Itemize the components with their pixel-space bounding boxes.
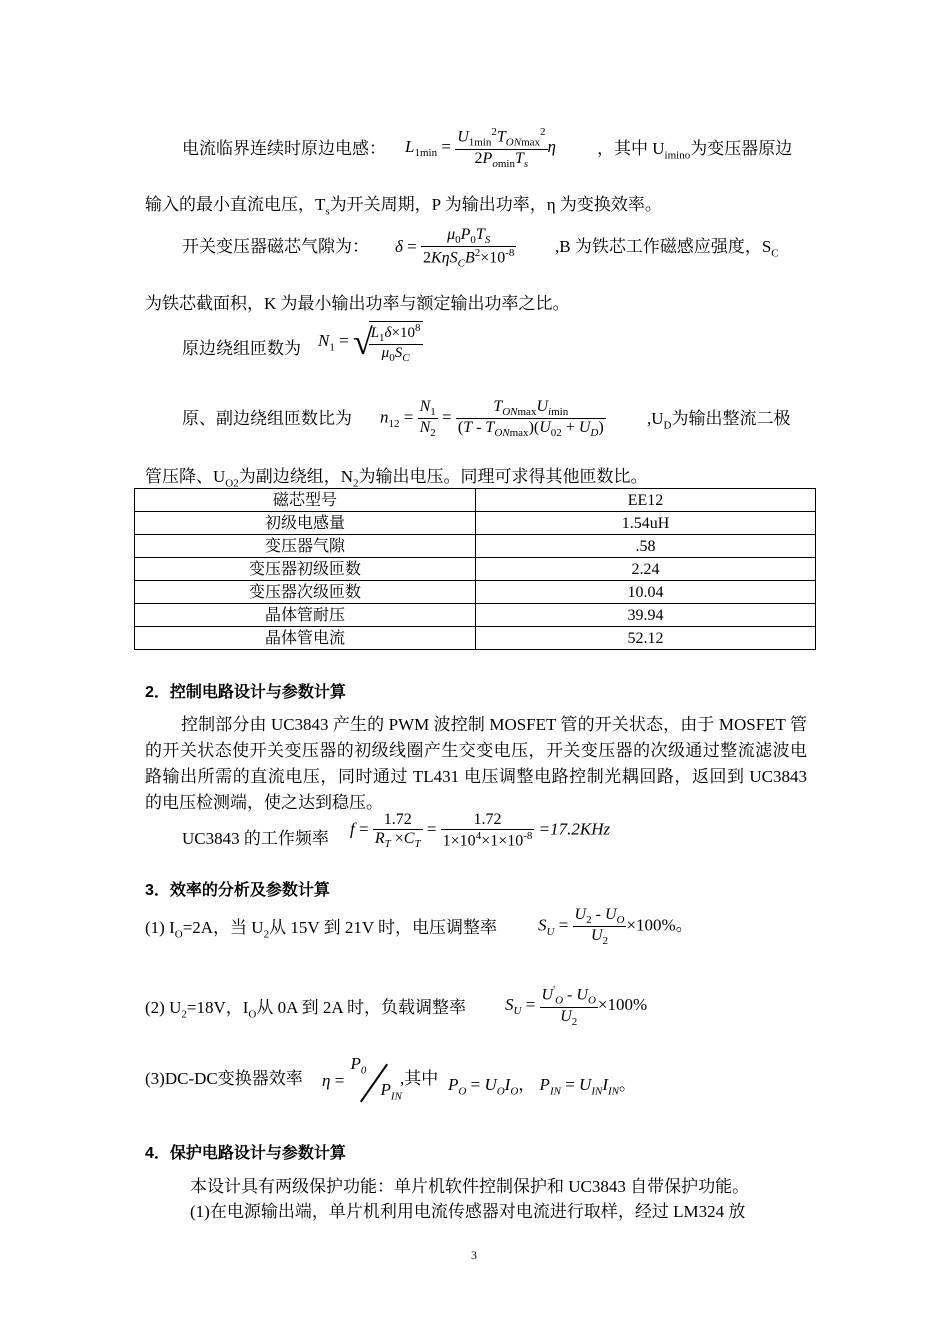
section-heading: 4．保护电路设计与参数计算: [145, 1145, 346, 1162]
efficiency-tail: [400, 1068, 438, 1090]
table-cell: 晶体管耐压: [135, 604, 476, 627]
line-frequency: [182, 828, 329, 850]
text-segment: ,U: [647, 409, 664, 428]
text-segment: 为变压器原边: [690, 139, 793, 158]
text-segment: 为副边绕组，N: [238, 467, 354, 486]
subscript: O: [174, 928, 183, 941]
section-heading: 2．控制电路设计与参数计算: [145, 684, 346, 701]
parameter-table: [134, 488, 816, 650]
table-cell: 晶体管电流: [135, 627, 476, 650]
text-segment: UC3843 的工作频率: [182, 829, 329, 848]
formula-l1min: $L_{1min}$ = $\frac{U_{1min}^2T_{ONmax}^2}{2P_{omin}T_s}$ η: [405, 126, 556, 170]
formula-n1: $N_1$ = √ $\frac{L_1\delta\times 10^8}{\mu_0S_C}$: [318, 321, 421, 364]
line-primary-inductance: [182, 138, 386, 160]
line1-tail: [597, 138, 792, 166]
text-segment: ，其中 U: [597, 139, 665, 158]
table-row: [135, 581, 816, 604]
table-cell: 磁芯型号: [135, 489, 476, 512]
text-segment: 开关变压器磁芯气隙为：: [182, 237, 369, 256]
text-segment: 输入的最小直流电压，T: [145, 195, 326, 214]
text-segment: ×100%: [597, 994, 648, 1014]
subscript: O: [248, 1008, 257, 1021]
item-voltage-regulation: [145, 917, 497, 945]
formula-efficiency: η = $P_0$ $P_{IN}$: [322, 1054, 402, 1103]
line6-tail: [647, 408, 790, 436]
text-segment: 从 0A 到 2A 时，负载调整率: [256, 998, 467, 1017]
text-segment: ×100%。: [626, 915, 693, 935]
line-primary-turns: [182, 338, 301, 360]
table-row: [135, 489, 816, 512]
item-efficiency: [145, 1068, 303, 1090]
formula-frequency: f = $\frac{1.72}{R_T \times C_T}$ = $\frac{1.72}{1\times 10^4\times 1\times 10^{-8}}$ =17.2KHz: [350, 811, 611, 851]
table-row: [135, 627, 816, 650]
subscript: 2: [263, 928, 270, 941]
formula-su: $S_U$ = $\frac{U_2 - U_O}{U_2}$ ×100%。: [538, 906, 693, 948]
text-segment: =18V，I: [186, 998, 249, 1017]
formula-su-load: $S_U$ = $\frac{U'_O - U_O}{U_2}$ ×100%: [505, 984, 648, 1028]
subscript: imino: [664, 149, 691, 162]
table-cell: 39.94: [476, 604, 816, 627]
text-segment: (2) U: [145, 998, 182, 1017]
line-variables-1: [145, 194, 662, 222]
table-cell: EE12: [476, 489, 816, 512]
item-load-regulation: [145, 997, 466, 1025]
text-segment: 电流临界连续时原边电感：: [182, 139, 386, 158]
text-segment: 为开关周期，P 为输出功率，η 为变换效率。: [329, 195, 662, 214]
table-cell: 1.54uH: [476, 512, 816, 535]
subscript: 2: [353, 477, 359, 490]
section4-line1: 本设计具有两级保护功能：单片机软件控制保护和 UC3843 自带保护功能。: [190, 1177, 750, 1196]
table-row: [135, 558, 816, 581]
subscript: s: [325, 205, 330, 218]
table-cell: 变压器气隙: [135, 535, 476, 558]
formula-delta: δ = $\frac{\mu_0P_0T_S}{2K\eta S_CB^2\times 10^{-8}}$: [395, 226, 515, 270]
section4-line2: (1)在电源输出端，单片机利用电流传感器对电流进行取样，经过 LM324 放: [190, 1202, 746, 1221]
text-segment: ,其中: [400, 1069, 439, 1088]
text-segment: 为铁芯截面积，K 为最小输出功率与额定输出功率之比。: [145, 294, 570, 313]
table-cell: 变压器初级匝数: [135, 558, 476, 581]
section2-paragraph: 控制部分由 UC3843 产生的 PWM 波控制 MOSFET 管的开关状态，由于 MOSFET 管的开关状态使开关变压器的初级线圈产生交变电压，开关变压器的次级通过整流滤波电路输出所需的直流电压，同时通过 TL431 电压调整电路控制光耦回路，返回到 UC3843 的电压检测端，使之达到稳压。: [145, 715, 807, 812]
line-variables-2: [145, 293, 570, 315]
text-segment: 为输出电压。同理可求得其他匝数比。: [358, 467, 648, 486]
text-segment: ,B 为铁芯工作磁感应强度，S: [555, 237, 772, 256]
text-segment: (1) I: [145, 918, 175, 937]
text-segment: 。: [618, 1075, 636, 1094]
table-row: [135, 604, 816, 627]
section-heading: 3．效率的分析及参数计算: [145, 882, 330, 899]
line3-tail: [555, 236, 779, 264]
table-row: [135, 535, 816, 558]
subscript: C: [771, 247, 779, 260]
table-cell: 52.12: [476, 627, 816, 650]
text-segment: 原、副边绕组匝数比为: [182, 409, 352, 428]
frequency-result: =17.2KHz: [538, 819, 611, 839]
subscript: O2: [225, 477, 239, 490]
subscript: D: [663, 419, 672, 432]
table-cell: 变压器次级匝数: [135, 581, 476, 604]
formula-n12: $n_{12}$ = $\frac{N_1}{N_2}$ = $\frac{T_{ONmax}U_{imin}}{(T - T_{ONmax})(U_{02} + U_D)}$: [380, 398, 604, 440]
subscript: 2: [181, 1008, 187, 1021]
line-air-gap: [182, 236, 369, 258]
text-segment: 从 15V 到 21V 时，电压调整率: [269, 918, 498, 937]
text-segment: 原边绕组匝数为: [182, 339, 301, 358]
page-number: 3: [471, 1248, 477, 1262]
table-cell: 10.04: [476, 581, 816, 604]
table-cell: .58: [476, 535, 816, 558]
line-turns-ratio: [182, 408, 352, 430]
text-segment: 为输出整流二极: [671, 409, 791, 428]
formula-power: $P_O = U_OI_O$， $P_{IN} = U_{IN}I_{IN}$。: [448, 1075, 636, 1098]
text-segment: =2A，当 U: [182, 918, 264, 937]
text-segment: (3)DC-DC变换器效率: [145, 1069, 303, 1088]
table-cell: 2.24: [476, 558, 816, 581]
table-cell: 初级电感量: [135, 512, 476, 535]
text-segment: 管压降、U: [145, 467, 226, 486]
table-row: [135, 512, 816, 535]
